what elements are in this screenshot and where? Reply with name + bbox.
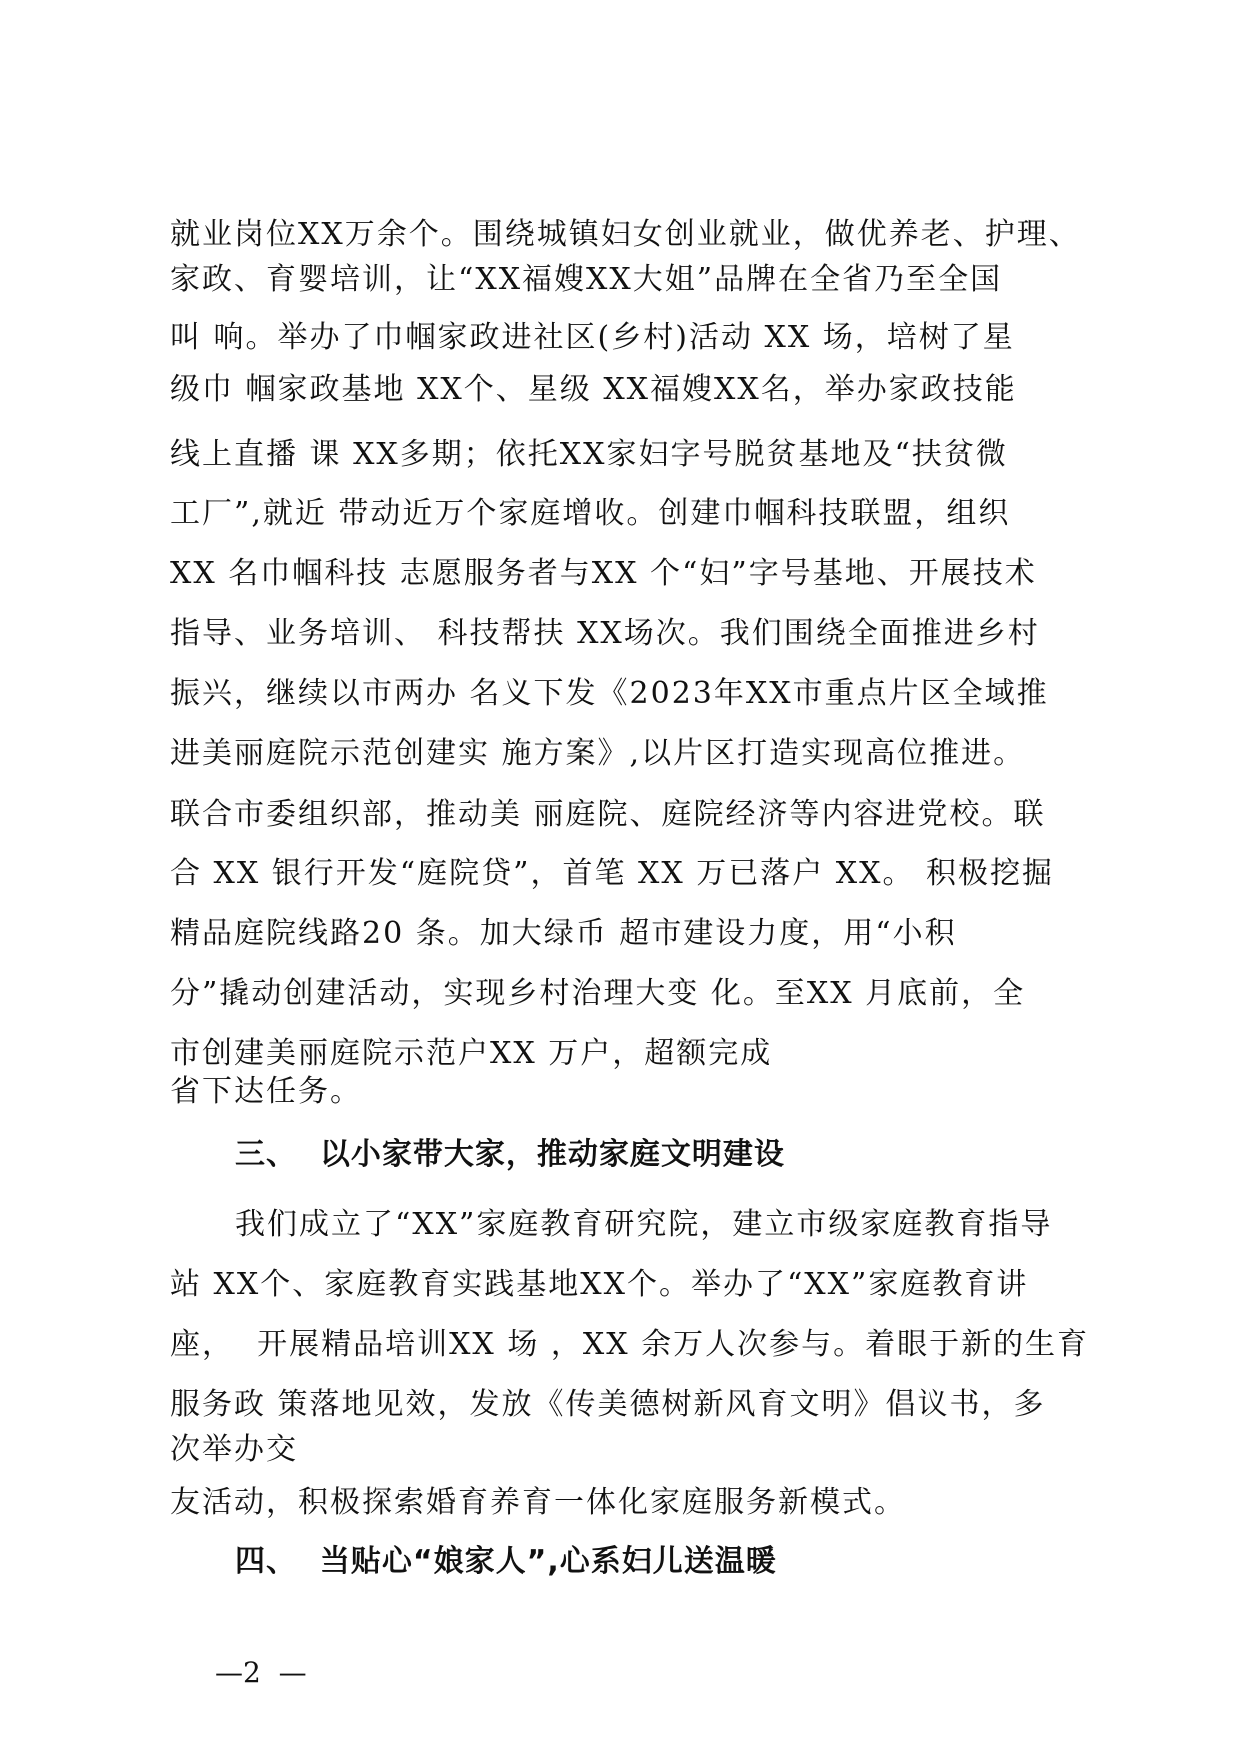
paragraph2-line: 座， 开展精品培训XX 场 ，XX 余万人次参与。着眼于新的生育 — [170, 1327, 1090, 1362]
paragraph2-line: 站 XX个、家庭教育实践基地XX个。举办了“XX”家庭教育讲 — [170, 1267, 1029, 1302]
paragraph1-line: 精品庭院线路20 条。加大绿币 超市建设力度，用“小积 — [170, 916, 957, 951]
paragraph1-line: 家政、育婴培训，让“XX福嫂XX大姐”品牌在全省乃至全国 — [170, 262, 1003, 297]
page-number: —2 — — [215, 1656, 307, 1689]
paragraph1-line: 级巾 帼家政基地 XX个、星级 XX福嫂XX名，举办家政技能 — [170, 372, 1017, 407]
paragraph1-line: 合 XX 银行开发“庭院贷”，首笔 XX 万已落户 XX。 积极挖掘 — [170, 856, 1055, 891]
paragraph1-line: 联合市委组织部，推动美 丽庭院、庭院经济等内容进党校。联 — [170, 797, 1046, 832]
paragraph1-line: 指导、业务培训、 科技帮扶 XX场次。我们围绕全面推进乡村 — [170, 616, 1040, 651]
section-heading-4: 四、 当贴心“娘家人”,心系妇儿送温暖 — [235, 1544, 777, 1579]
paragraph2-line: 我们成立了“XX”家庭教育研究院，建立市级家庭教育指导 — [235, 1207, 1053, 1242]
paragraph2-line: 服务政 策落地见效，发放《传美德树新风育文明》倡议书，多 — [170, 1387, 1046, 1422]
paragraph1-line: 分”撬动创建活动，实现乡村治理大变 化。至XX 月底前，全 — [170, 976, 1026, 1011]
paragraph2-line: 友活动，积极探索婚育养育一体化家庭服务新模式。 — [170, 1485, 906, 1520]
paragraph1-line: 叫 响。举办了巾帼家政进社区(乡村)活动 XX 场，培树了星 — [170, 320, 1015, 355]
paragraph1-line: 省下达任务。 — [170, 1074, 362, 1109]
paragraph1-line: 就业岗位XX万余个。围绕城镇妇女创业就业，做优养老、护理、 — [170, 217, 1081, 252]
section-heading-3: 三、 以小家带大家，推动家庭文明建设 — [235, 1137, 785, 1172]
paragraph1-line: 振兴，继续以市两办 名义下发《2023年XX市重点片区全域推 — [170, 676, 1049, 711]
paragraph1-line: 市创建美丽庭院示范户XX 万户，超额完成 — [170, 1036, 773, 1071]
paragraph1-line: XX 名巾帼科技 志愿服务者与XX 个“妇”字号基地、开展技术 — [170, 556, 1037, 591]
paragraph1-line: 工厂”,就近 带动近万个家庭增收。创建巾帼科技联盟，组织 — [170, 496, 1011, 531]
paragraph1-line: 线上直播 课 XX多期；依托XX家妇字号脱贫基地及“扶贫微 — [170, 437, 1008, 472]
paragraph2-line: 次举办交 — [170, 1432, 298, 1467]
paragraph1-line: 进美丽庭院示范创建实 施方案》,以片区打造实现高位推进。 — [170, 736, 1026, 771]
